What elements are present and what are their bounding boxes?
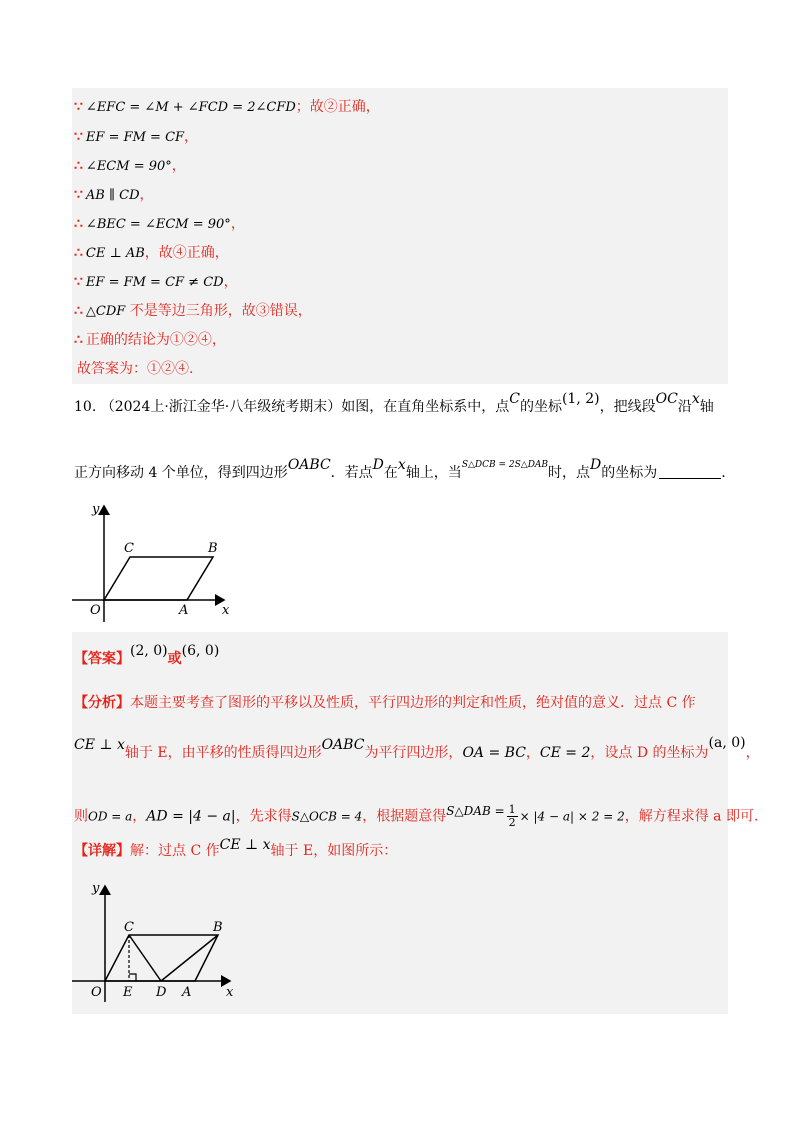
label-y: y xyxy=(92,502,100,517)
parallelogram-oabc xyxy=(104,557,213,600)
solution-math: CE ⊥ AB xyxy=(85,246,145,261)
solution-math: ∠ECM = 90° xyxy=(85,159,172,174)
reason-symbol: ∴ xyxy=(74,303,83,319)
solution-line xyxy=(74,360,193,379)
reason-symbol: ∴ xyxy=(74,245,83,261)
label-d-2: D xyxy=(156,985,167,1000)
solution-line xyxy=(74,186,154,205)
solution-text: ， xyxy=(230,216,245,232)
solution-text: ，故④正确， xyxy=(144,245,229,261)
analysis-line-3: 则OD = a，AD = |4 − a|，先求得S△OCB = 4，根据题意得S△DAB = $\frac{1}{2}$ × |4 − a| × 2 = 2，解方程求得 a 即可. xyxy=(74,803,759,829)
solution-text: 不是等边三角形，故③错误， xyxy=(125,303,312,319)
segment-db xyxy=(161,935,218,981)
solution-text: ， xyxy=(139,187,154,203)
solution-line xyxy=(74,302,312,321)
solution-text: 故答案为：①②④. xyxy=(77,361,194,377)
coord-c: (1, 2) xyxy=(561,391,600,407)
solution-line xyxy=(74,244,229,263)
reason-symbol: ∴ xyxy=(74,332,83,348)
label-y-2: y xyxy=(92,881,100,896)
answer-value-2: (6, 0) xyxy=(181,643,220,659)
point-c: C xyxy=(509,391,520,407)
solution-line xyxy=(74,331,226,350)
solution-math: EF = FM = CF xyxy=(85,130,185,145)
solution-text: ， xyxy=(223,274,238,290)
parallelogram-oabc-2 xyxy=(105,935,218,981)
label-o-2: O xyxy=(91,985,102,1000)
solution-math: △CDF xyxy=(85,304,126,319)
condition: S△DCB = 2S△DAB xyxy=(461,460,549,470)
solution-math: AB ∥ CD xyxy=(85,188,140,203)
reason-symbol: ∴ xyxy=(74,216,83,232)
solution-text: ， xyxy=(184,129,199,145)
solution-line xyxy=(74,128,198,147)
label-x-2: x xyxy=(226,985,234,1000)
label-o: O xyxy=(90,603,101,618)
analysis-line-1: 【分析】本题主要考查了图形的平移以及性质，平行四边形的判定和性质，绝对值的意义．过点 C 作 xyxy=(74,695,696,711)
answer-blank xyxy=(659,478,721,479)
reason-symbol: ∵ xyxy=(74,187,83,203)
solution-line xyxy=(74,98,380,117)
label-c-2: C xyxy=(124,920,134,935)
solution-text: 正确的结论为①②④， xyxy=(85,332,226,348)
solution-line xyxy=(74,157,186,176)
solution-line xyxy=(74,273,238,292)
detail-line: 【详解】解：过点 C 作CE ⊥ x轴于 E，如图所示： xyxy=(74,837,398,859)
solution-text: ， xyxy=(171,158,186,174)
fraction-half: $\frac{1}{2}$ xyxy=(508,803,516,829)
reason-symbol: ∵ xyxy=(74,274,83,290)
question-line-1: 10. （2024上·浙江金华·八年级统考期末）如图，在直角坐标系中，点C的坐标(1, 2)，把线段OC沿x轴 xyxy=(74,391,714,415)
label-b-2: B xyxy=(213,920,223,935)
reason-symbol: ∴ xyxy=(74,158,83,174)
answer-value-1: (2, 0) xyxy=(130,643,168,659)
solution-line xyxy=(74,215,245,234)
reason-symbol: ∵ xyxy=(74,129,83,145)
answer-line: 【答案】(2, 0)或(6, 0) xyxy=(74,643,220,667)
figure-solution xyxy=(72,878,247,1003)
label-e-2: E xyxy=(123,985,133,1000)
solution-math: ∠BEC = ∠ECM = 90° xyxy=(85,217,231,232)
reason-symbol: ∵ xyxy=(74,99,83,115)
label-a: A xyxy=(179,603,189,618)
label-b: B xyxy=(208,541,218,556)
solution-text: ；故②正确， xyxy=(295,99,380,115)
analysis-line-2: CE ⊥ x轴于 E，由平移的性质得四边形OABC为平行四边形，OA = BC，CE = 2，设点 D 的坐标为(a, 0)， xyxy=(74,735,760,761)
label-x: x xyxy=(222,603,230,618)
question-line-2: 正方向移动 4 个单位，得到四边形OABC．若点D在x轴上，当$^{S\triangle DCB = 2S\triangle DAB}$时，点D的坐标为 . xyxy=(74,457,726,481)
label-c: C xyxy=(124,541,134,556)
right-angle-mark xyxy=(129,974,136,981)
solution-math: EF = FM = CF ≠ CD xyxy=(85,275,224,290)
solution-math: ∠EFC = ∠M + ∠FCD = 2∠CFD xyxy=(85,100,296,115)
label-a-2: A xyxy=(182,985,192,1000)
figure-parallelogram xyxy=(72,500,242,625)
